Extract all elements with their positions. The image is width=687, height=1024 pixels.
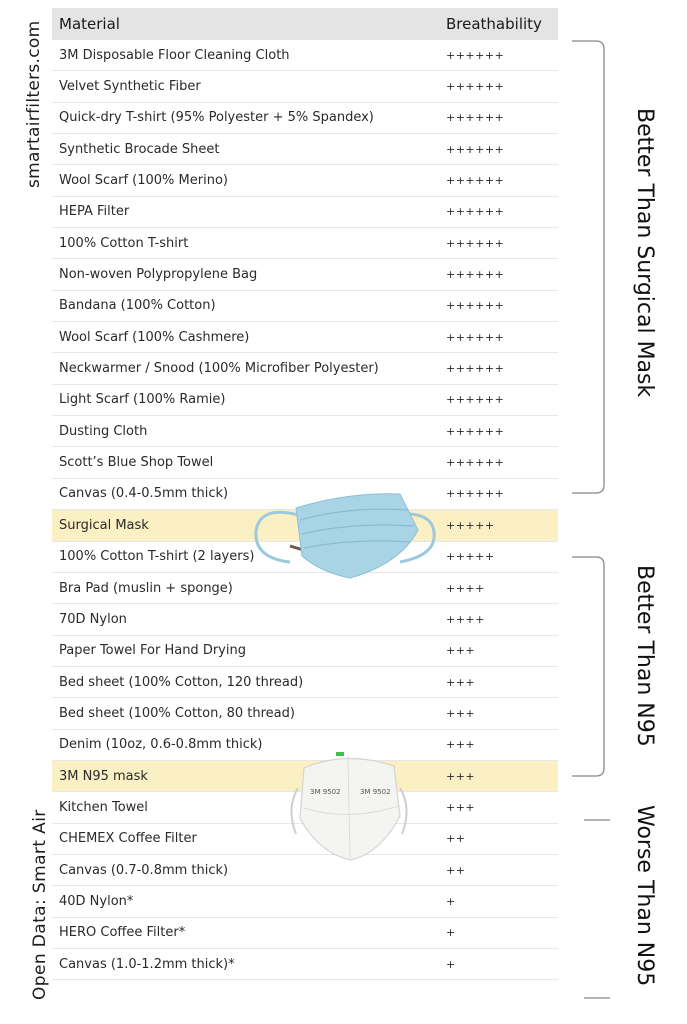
material-cell: Bandana (100% Cotton) [59, 298, 216, 314]
material-cell: 40D Nylon* [59, 893, 134, 909]
breathability-cell: ++++++ [446, 424, 505, 438]
material-cell: Quick-dry T-shirt (95% Polyester + 5% Spandex) [59, 110, 374, 126]
breathability-cell: ++++++ [446, 236, 505, 250]
material-cell: Canvas (1.0-1.2mm thick)* [59, 956, 235, 972]
material-cell: Non-woven Polypropylene Bag [59, 267, 258, 283]
table-row [52, 949, 558, 980]
bracket-worse-n95 [584, 820, 610, 998]
material-cell: Kitchen Towel [59, 799, 148, 815]
breathability-cell: ++++++ [446, 205, 505, 219]
breathability-cell: ++++++ [446, 330, 505, 344]
material-cell: Surgical Mask [59, 517, 149, 533]
material-cell: Light Scarf (100% Ramie) [59, 392, 226, 408]
breathability-cell: +++++ [446, 550, 495, 564]
material-cell: Denim (10oz, 0.6-0.8mm thick) [59, 737, 263, 753]
material-cell: Neckwarmer / Snood (100% Microfiber Polyester) [59, 361, 379, 377]
material-cell: Scott’s Blue Shop Towel [59, 455, 214, 471]
breathability-cell: +++ [446, 800, 476, 814]
breathability-cell: +++ [446, 706, 476, 720]
table-row [52, 291, 558, 322]
table-row [52, 134, 558, 165]
breathability-cell: ++++++ [446, 456, 505, 470]
data-credit-label: Open Data: Smart Air [30, 809, 50, 1000]
breathability-cell: +++++ [446, 518, 495, 532]
table-row [52, 447, 558, 478]
table-row [52, 667, 558, 698]
material-cell: Paper Towel For Hand Drying [59, 643, 246, 659]
n95-mask-image [284, 748, 414, 864]
table-header [52, 8, 558, 40]
table-row [52, 353, 558, 384]
breathability-cell: + [446, 957, 456, 971]
table-row [52, 103, 558, 134]
table-row [52, 698, 558, 729]
breathability-cell: + [446, 894, 456, 908]
table-row [52, 604, 558, 635]
table-row [52, 385, 558, 416]
table-row [52, 228, 558, 259]
material-cell: Bra Pad (muslin + sponge) [59, 580, 233, 596]
breathability-cell: ++++ [446, 612, 485, 626]
breathability-cell: +++ [446, 769, 476, 783]
material-cell: CHEMEX Coffee Filter [59, 831, 197, 847]
breathability-cell: ++++++ [446, 80, 505, 94]
group-label-worse-n95: Worse Than N95 [632, 805, 657, 987]
breathability-cell: ++++++ [446, 299, 505, 313]
breathability-cell: + [446, 926, 456, 940]
n95-print-right: 3M 9502 [360, 788, 391, 796]
material-cell: 100% Cotton T-shirt (2 layers) [59, 549, 255, 565]
material-cell: Synthetic Brocade Sheet [59, 141, 220, 157]
breathability-cell: +++ [446, 675, 476, 689]
n95-print-left: 3M 9502 [310, 788, 341, 796]
bracket-better-n95 [572, 557, 604, 776]
material-cell: 100% Cotton T-shirt [59, 235, 189, 251]
breathability-cell: ++++++ [446, 111, 505, 125]
table-row [52, 71, 558, 102]
material-cell: Bed sheet (100% Cotton, 120 thread) [59, 674, 304, 690]
material-cell: HEPA Filter [59, 204, 130, 220]
material-cell: Wool Scarf (100% Merino) [59, 173, 228, 189]
breathability-cell: ++++ [446, 581, 485, 595]
material-cell: Dusting Cloth [59, 423, 148, 439]
breathability-cell: ++++++ [446, 142, 505, 156]
breathability-cell: ++ [446, 863, 466, 877]
table-row [52, 322, 558, 353]
bracket-better-surgical [572, 41, 604, 493]
material-cell: Bed sheet (100% Cotton, 80 thread) [59, 705, 295, 721]
material-column-header: Material [59, 15, 120, 33]
material-cell: 70D Nylon [59, 611, 127, 627]
material-cell: 3M N95 mask [59, 768, 148, 784]
site-label: smartairfilters.com [24, 20, 44, 188]
material-cell: Canvas (0.4-0.5mm thick) [59, 486, 229, 502]
breathability-cell: ++++++ [446, 362, 505, 376]
group-label-better-n95: Better Than N95 [632, 565, 657, 747]
table-row [52, 197, 558, 228]
table-row [52, 886, 558, 917]
table-row [52, 416, 558, 447]
material-cell: Wool Scarf (100% Cashmere) [59, 329, 250, 345]
breathability-cell: ++++++ [446, 393, 505, 407]
breathability-cell: ++++++ [446, 487, 505, 501]
table-row [52, 636, 558, 667]
breathability-cell: ++++++ [446, 268, 505, 282]
breathability-cell: ++ [446, 832, 466, 846]
group-brackets [560, 0, 610, 1024]
breathability-cell: ++++++ [446, 48, 505, 62]
surgical-mask-image [250, 486, 440, 586]
material-cell: HERO Coffee Filter* [59, 925, 186, 941]
group-label-better-surgical: Better Than Surgical Mask [632, 108, 657, 398]
material-cell: 3M Disposable Floor Cleaning Cloth [59, 47, 290, 63]
table-row [52, 40, 558, 71]
material-cell: Velvet Synthetic Fiber [59, 79, 201, 95]
table-row [52, 165, 558, 196]
table-row [52, 259, 558, 290]
breathability-cell: +++ [446, 738, 476, 752]
breathability-cell: ++++++ [446, 174, 505, 188]
breathability-cell: +++ [446, 644, 476, 658]
breathability-column-header: Breathability [446, 15, 542, 33]
material-cell: Canvas (0.7-0.8mm thick) [59, 862, 229, 878]
table-row [52, 918, 558, 949]
